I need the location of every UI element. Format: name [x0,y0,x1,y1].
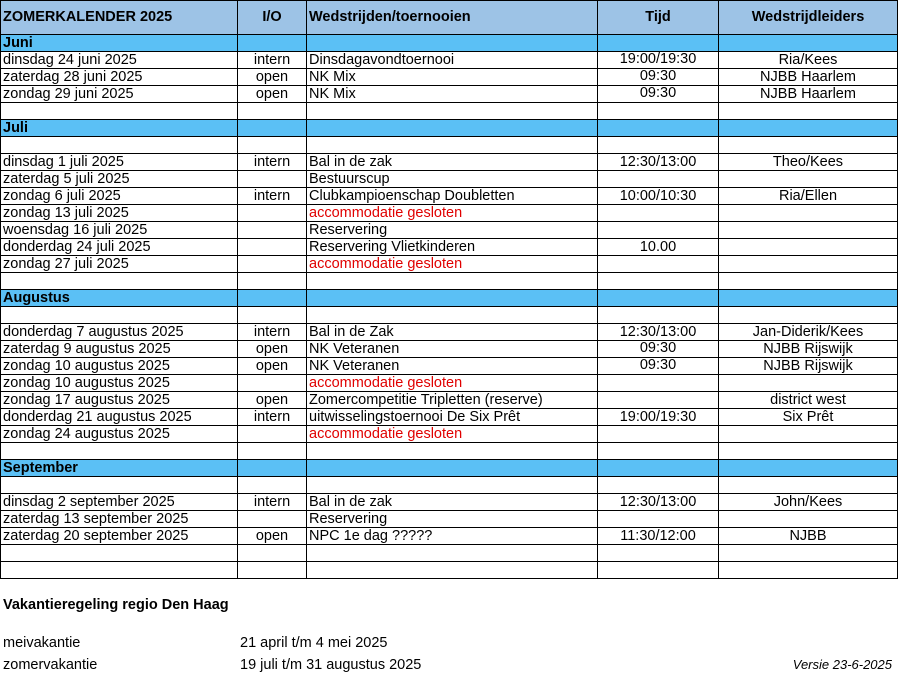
leaders-cell: NJBB Rijswijk [719,358,898,375]
blank-cell [1,562,238,579]
io-cell [238,239,307,256]
header-time: Tijd [598,1,719,35]
vacation-title: Vakantieregeling regio Den Haag [3,597,229,613]
leaders-cell: NJBB Haarlem [719,86,898,103]
event-cell: NK Veteranen [307,358,598,375]
blank-cell [1,443,238,460]
month-cell [307,35,598,52]
time-cell: 09:30 [598,358,719,375]
date-cell: donderdag 21 augustus 2025 [1,409,238,426]
date-cell: zondag 6 juli 2025 [1,188,238,205]
date-cell: zondag 13 juli 2025 [1,205,238,222]
blank-cell [307,477,598,494]
blank-cell [238,307,307,324]
table-row [1,511,898,528]
event-cell: Dinsdagavondtoernooi [307,52,598,69]
month-row [1,120,898,137]
month-label: Juni [1,35,238,52]
blank-cell [238,477,307,494]
blank-row [1,477,898,494]
table-row [1,239,898,256]
event-cell: accommodatie gesloten [307,426,598,443]
table-row [1,358,898,375]
table-row [1,324,898,341]
vacation-period: 19 juli t/m 31 augustus 2025 [240,657,422,673]
io-cell: intern [238,52,307,69]
header-leaders: Wedstrijdleiders [719,1,898,35]
blank-cell [598,273,719,290]
event-cell: Bal in de Zak [307,324,598,341]
month-cell [307,120,598,137]
calendar-body [1,35,898,579]
blank-row [1,103,898,120]
date-cell: zondag 10 augustus 2025 [1,358,238,375]
blank-cell [307,137,598,154]
blank-cell [238,562,307,579]
io-cell: open [238,341,307,358]
leaders-cell: district west [719,392,898,409]
event-cell: Bal in de zak [307,154,598,171]
blank-row [1,273,898,290]
blank-cell [598,545,719,562]
time-cell: 12:30/13:00 [598,154,719,171]
blank-cell [307,562,598,579]
blank-cell [598,137,719,154]
event-cell: accommodatie gesloten [307,256,598,273]
leaders-cell: Ria/Kees [719,52,898,69]
blank-row [1,137,898,154]
date-cell: zondag 27 juli 2025 [1,256,238,273]
blank-cell [719,562,898,579]
month-cell [238,120,307,137]
month-cell [238,460,307,477]
time-cell [598,511,719,528]
time-cell: 12:30/13:00 [598,494,719,511]
header-io: I/O [238,1,307,35]
header-event: Wedstrijden/toernooien [307,1,598,35]
time-cell [598,205,719,222]
date-cell: zaterdag 9 augustus 2025 [1,341,238,358]
table-row [1,154,898,171]
month-cell [307,290,598,307]
event-cell: Reservering Vlietkinderen [307,239,598,256]
blank-cell [598,562,719,579]
month-cell [719,290,898,307]
io-cell: intern [238,494,307,511]
time-cell: 09:30 [598,86,719,103]
leaders-cell [719,375,898,392]
io-cell: open [238,69,307,86]
time-cell: 19:00/19:30 [598,409,719,426]
month-cell [598,290,719,307]
blank-cell [307,443,598,460]
month-cell [238,35,307,52]
leaders-cell: Six Prêt [719,409,898,426]
time-cell: 10.00 [598,239,719,256]
time-cell [598,375,719,392]
month-cell [598,35,719,52]
blank-cell [598,477,719,494]
date-cell: zaterdag 5 juli 2025 [1,171,238,188]
io-cell: intern [238,409,307,426]
blank-cell [719,477,898,494]
blank-cell [598,103,719,120]
month-cell [238,290,307,307]
io-cell [238,205,307,222]
table-row [1,256,898,273]
time-cell [598,256,719,273]
version-label: Versie 23-6-2025 [792,657,892,672]
event-cell: Zomercompetitie Tripletten (reserve) [307,392,598,409]
date-cell: zondag 29 juni 2025 [1,86,238,103]
leaders-cell [719,426,898,443]
blank-cell [307,103,598,120]
time-cell [598,426,719,443]
blank-cell [719,273,898,290]
io-cell [238,511,307,528]
leaders-cell [719,171,898,188]
date-cell: donderdag 7 augustus 2025 [1,324,238,341]
event-cell: accommodatie gesloten [307,205,598,222]
time-cell: 10:00/10:30 [598,188,719,205]
io-cell [238,222,307,239]
blank-cell [598,443,719,460]
blank-cell [1,273,238,290]
header-title: ZOMERKALENDER 2025 [1,1,238,35]
io-cell: intern [238,188,307,205]
blank-cell [307,273,598,290]
table-row [1,171,898,188]
time-cell: 09:30 [598,341,719,358]
month-cell [598,120,719,137]
vacation-period: 21 april t/m 4 mei 2025 [240,635,388,651]
time-cell: 09:30 [598,69,719,86]
leaders-cell: John/Kees [719,494,898,511]
month-row [1,290,898,307]
event-cell: uitwisselingstoernooi De Six Prêt [307,409,598,426]
io-cell: intern [238,154,307,171]
table-row [1,494,898,511]
blank-cell [719,307,898,324]
date-cell: zondag 24 augustus 2025 [1,426,238,443]
io-cell [238,256,307,273]
blank-cell [238,273,307,290]
table-row [1,341,898,358]
blank-cell [238,545,307,562]
event-cell: Bestuurscup [307,171,598,188]
month-cell [307,460,598,477]
table-row [1,205,898,222]
event-cell: NK Mix [307,86,598,103]
leaders-cell [719,205,898,222]
table-row [1,426,898,443]
leaders-cell [719,256,898,273]
blank-cell [598,307,719,324]
event-cell: Reservering [307,511,598,528]
date-cell: donderdag 24 juli 2025 [1,239,238,256]
month-label: Augustus [1,290,238,307]
time-cell: 12:30/13:00 [598,324,719,341]
blank-cell [719,103,898,120]
vacation-name: meivakantie [3,635,81,651]
blank-cell [719,545,898,562]
time-cell [598,392,719,409]
month-cell [598,460,719,477]
table-row [1,188,898,205]
blank-row [1,443,898,460]
table-row [1,52,898,69]
io-cell [238,171,307,188]
blank-row [1,545,898,562]
leaders-cell: Ria/Ellen [719,188,898,205]
leaders-cell [719,511,898,528]
time-cell: 11:30/12:00 [598,528,719,545]
table-row [1,392,898,409]
io-cell [238,375,307,392]
io-cell [238,426,307,443]
leaders-cell: NJBB Haarlem [719,69,898,86]
date-cell: zondag 17 augustus 2025 [1,392,238,409]
leaders-cell: NJBB [719,528,898,545]
date-cell: zaterdag 13 september 2025 [1,511,238,528]
blank-row [1,562,898,579]
leaders-cell: NJBB Rijswijk [719,341,898,358]
month-cell [719,35,898,52]
month-row [1,460,898,477]
io-cell: open [238,528,307,545]
table-row [1,86,898,103]
blank-cell [719,137,898,154]
vacation-name: zomervakantie [3,657,98,673]
month-row [1,35,898,52]
event-cell: Clubkampioenschap Doubletten [307,188,598,205]
time-cell: 19:00/19:30 [598,52,719,69]
blank-cell [1,307,238,324]
event-cell: NK Mix [307,69,598,86]
blank-cell [1,137,238,154]
blank-row [1,307,898,324]
io-cell: open [238,86,307,103]
date-cell: zaterdag 20 september 2025 [1,528,238,545]
blank-cell [1,545,238,562]
blank-cell [238,443,307,460]
table-row [1,69,898,86]
blank-cell [719,443,898,460]
io-cell: intern [238,324,307,341]
time-cell [598,222,719,239]
leaders-cell [719,222,898,239]
table-row [1,528,898,545]
blank-cell [1,103,238,120]
blank-cell [1,477,238,494]
date-cell: dinsdag 1 juli 2025 [1,154,238,171]
date-cell: zaterdag 28 juni 2025 [1,69,238,86]
leaders-cell: Jan-Diderik/Kees [719,324,898,341]
io-cell: open [238,392,307,409]
event-cell: NK Veteranen [307,341,598,358]
date-cell: dinsdag 24 juni 2025 [1,52,238,69]
month-label: Juli [1,120,238,137]
event-cell: accommodatie gesloten [307,375,598,392]
date-cell: dinsdag 2 september 2025 [1,494,238,511]
blank-cell [307,545,598,562]
header-row [1,1,898,35]
event-cell: Reservering [307,222,598,239]
leaders-cell [719,239,898,256]
date-cell: woensdag 16 juli 2025 [1,222,238,239]
date-cell: zondag 10 augustus 2025 [1,375,238,392]
month-label: September [1,460,238,477]
blank-cell [238,137,307,154]
month-cell [719,460,898,477]
table-row [1,222,898,239]
io-cell: open [238,358,307,375]
month-cell [719,120,898,137]
table-row [1,375,898,392]
table-row [1,409,898,426]
time-cell [598,171,719,188]
blank-cell [238,103,307,120]
event-cell: Bal in de zak [307,494,598,511]
leaders-cell: Theo/Kees [719,154,898,171]
event-cell: NPC 1e dag ????? [307,528,598,545]
blank-cell [307,307,598,324]
